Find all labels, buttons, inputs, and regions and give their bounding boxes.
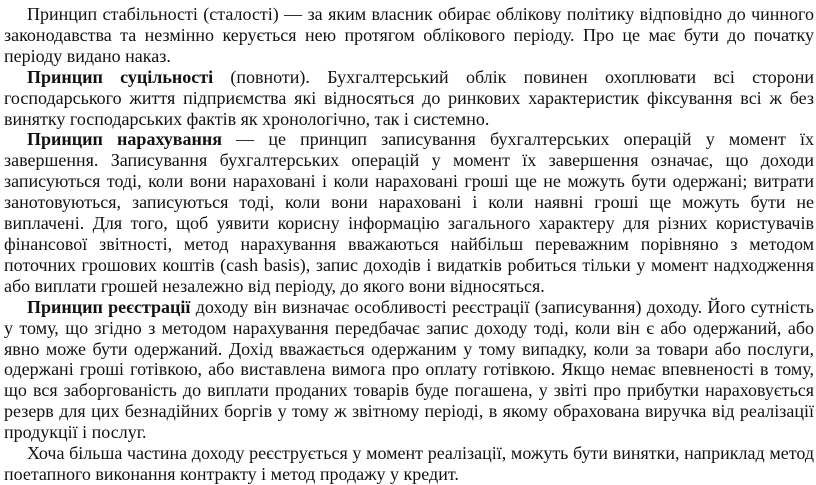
paragraph-term: Принцип нарахування — [27, 129, 222, 150]
paragraph-accrual-principle — [4, 129, 814, 296]
paragraph-registration-principle — [4, 297, 814, 443]
paragraph-completeness-principle — [4, 67, 814, 130]
paragraph-text: — це принцип записування бухгалтерських операцій у момент їх завершення. Записування бухгалтерських операцій у момент їх завершення означає, що доходи записуються тоді, коли вони нараховані і коли нараховані гроші ще не можуть бути одержані; витрати занотовуються, записуються тоді, коли вони нараховані і коли наявні гроші ще можуть бути не виплачені. Для того, щоб уявити корисну інформацію загального характеру для різних користувачів фінансової звітності, метод нарахування вважаються найбільш переважним порівняно з методом поточних грошових коштів (cash basis), запис доходів і видатків робиться тільки у момент надходження або виплати грошей незалежно від періоду, до якого вони відносяться. — [4, 129, 815, 296]
paragraph-text: Принцип стабільності (сталості) — за яким власник обирає облікову політику відповідно до чинного законодавства та незмінно керується нею протягом облікового періоду. Про це має бути до початку періоду видано наказ. — [4, 4, 814, 66]
paragraph-text: доходу він визначає особливості реєстрації (записування) доходу. Його сутність у тому, що згідно з методом нарахування передбачає запис доходу тоді, коли він є або одержаний, або явно може бути одержаний. Дохід вважається одержаним у тому випадку, коли за товари або послуги, одержані гроші готівкою, або виставлена вимога про оплату готівкою. Якщо немає впевненості в тому, що вся заборгованість до виплати проданих товарів буде погашена, у звіті про прибутки нараховується резерв для цих безнадійних боргів у тому ж звітному періоді, в якому обрахована виручка від реалізації продукції і послуг. — [4, 296, 814, 443]
paragraph-term: Принцип реєстрації — [27, 296, 191, 317]
paragraph-text: Хоча більша частина доходу реєструється у момент реалізації, можуть бути винятки, наприклад метод поетапного виконання контракту і метод продажу у кредит. — [4, 443, 814, 484]
paragraph-text: (повноти). Бухгалтерський облік повинен охоплювати всі сторони господарського життя підприємства які відносяться до ринкових характеристик фіксування всі ж без винятку господарських фактів як хронологічно, так і системно. — [4, 66, 815, 129]
paragraph-stability-principle — [4, 4, 814, 67]
paragraph-term: Принцип суцільності — [27, 66, 214, 87]
paragraph-revenue-exceptions — [4, 443, 814, 485]
